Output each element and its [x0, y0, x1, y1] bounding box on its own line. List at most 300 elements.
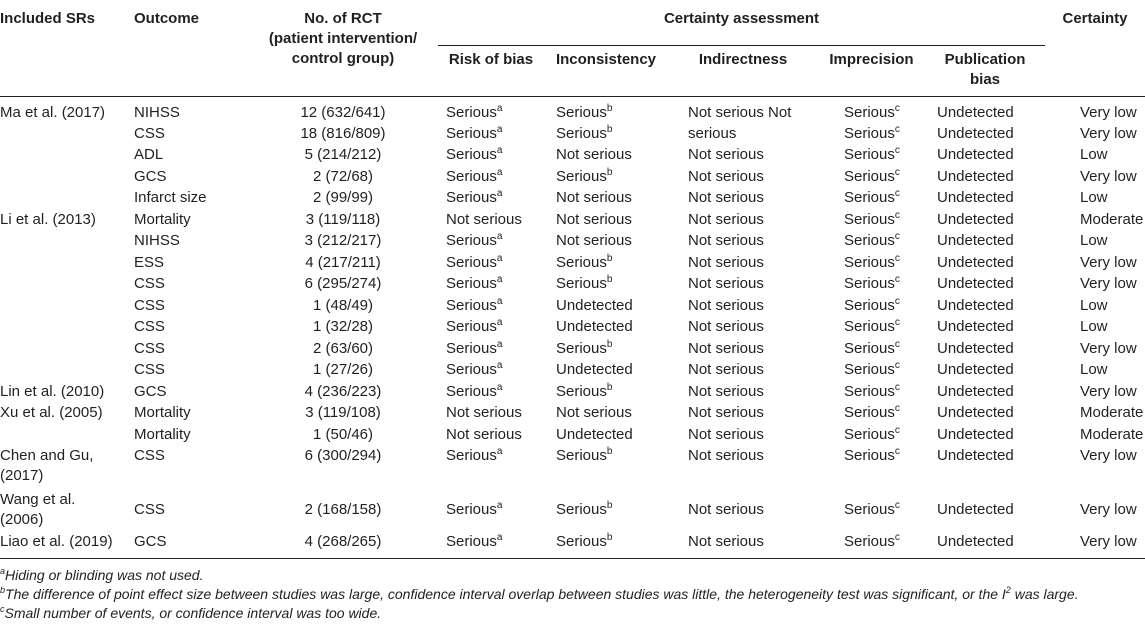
cell-certainty-text: Low: [1080, 296, 1108, 314]
cell-inconsistency-text: Not serious: [556, 146, 632, 164]
footnote-marker: c: [894, 103, 900, 114]
cell-imprecision: [818, 403, 925, 425]
cell-inconsistency-text: Not serious: [556, 232, 632, 250]
cell-indirectness: [668, 360, 818, 382]
footnote-inner-superscript: 2: [1005, 585, 1011, 595]
cell-no-of-rct-text: 3 (212/217): [304, 232, 382, 250]
cell-indirectness: [668, 97, 818, 124]
cell-included-sr: [0, 123, 134, 145]
cell-imprecision: [818, 123, 925, 145]
cell-outcome: [134, 360, 248, 382]
cell-no-of-rct-text: 3 (119/118): [305, 210, 381, 228]
cell-no-of-rct: [248, 295, 438, 317]
cell-outcome-text: CSS: [134, 339, 165, 357]
cell-no-of-rct: [248, 252, 438, 274]
footnote-marker: c: [894, 274, 900, 286]
col-header-included-srs: Included SRs: [0, 10, 96, 27]
cell-certainty: [1045, 424, 1145, 446]
cell-publication-bias-text: Undetected: [937, 189, 1014, 207]
cell-included-sr: [0, 317, 134, 339]
cell-no-of-rct: [248, 424, 438, 446]
cell-publication-bias-text: Undetected: [937, 425, 1014, 443]
cell-imprecision-text: Serious: [844, 361, 895, 379]
cell-inconsistency: [544, 381, 668, 403]
cell-indirectness: [668, 424, 818, 446]
footnote-marker: a: [496, 123, 503, 135]
cell-imprecision: [818, 424, 925, 446]
table-row: [0, 338, 1145, 360]
table-row: [0, 231, 1145, 253]
cell-risk-of-bias-text: Serious: [446, 189, 497, 207]
table-body: [0, 97, 1145, 558]
col-header-certainty: Certainty: [1062, 10, 1128, 27]
cell-risk-of-bias: [438, 145, 544, 167]
cell-certainty: [1045, 489, 1145, 532]
cell-publication-bias-text: Undetected: [937, 253, 1014, 271]
cell-outcome: [134, 97, 248, 124]
cell-included-sr: [0, 295, 134, 317]
cell-imprecision: [818, 231, 925, 253]
table-row: [0, 295, 1145, 317]
cell-outcome: [134, 381, 248, 403]
cell-risk-of-bias: [438, 338, 544, 360]
cell-outcome-text: Infarct size: [134, 189, 207, 207]
cell-publication-bias-text: Undetected: [937, 296, 1014, 314]
footnote-marker: c: [894, 445, 900, 457]
cell-imprecision: [818, 97, 925, 124]
footnote-marker: c: [894, 123, 900, 135]
cell-no-of-rct: [248, 231, 438, 253]
footnote-marker: a: [496, 103, 503, 114]
no-of-rct-line-2: (patient intervention/: [268, 30, 418, 47]
cell-certainty-text: Low: [1080, 232, 1108, 250]
cell-outcome-text: CSS: [134, 275, 165, 293]
cell-indirectness-text: Not serious: [688, 146, 764, 164]
cell-risk-of-bias: [438, 360, 544, 382]
cell-inconsistency-text: Serious: [556, 339, 607, 357]
cell-inconsistency-text: Serious: [556, 382, 607, 400]
cell-indirectness: [668, 295, 818, 317]
cell-inconsistency: [544, 295, 668, 317]
cell-imprecision-text: Serious: [844, 501, 895, 518]
cell-certainty: [1045, 403, 1145, 425]
cell-risk-of-bias: [438, 317, 544, 339]
cell-risk-of-bias-text: Serious: [446, 146, 497, 164]
cell-indirectness-text: Not serious: [688, 253, 764, 271]
cell-indirectness-text: Not serious: [688, 210, 764, 228]
cell-included-sr-line-1: Wang et al.: [0, 491, 76, 508]
table-row: [0, 489, 1145, 532]
col-header-inconsistency: Inconsistency: [544, 46, 668, 97]
cell-no-of-rct: [248, 209, 438, 231]
cell-imprecision-text: Serious: [844, 167, 895, 185]
cell-outcome-text: GCS: [134, 167, 167, 185]
cell-indirectness-text: Not serious: [688, 189, 764, 207]
cell-included-sr: [0, 489, 134, 532]
cell-inconsistency: [544, 188, 668, 210]
cell-imprecision: [818, 295, 925, 317]
cell-certainty: [1045, 446, 1145, 489]
cell-inconsistency-text: Undetected: [556, 425, 633, 443]
cell-inconsistency: [544, 317, 668, 339]
cell-no-of-rct-text: 4 (236/223): [304, 382, 382, 400]
cell-inconsistency: [544, 489, 668, 532]
cell-certainty-text: Very low: [1080, 339, 1137, 357]
footnote-marker: a: [496, 252, 503, 264]
cell-no-of-rct: [248, 403, 438, 425]
cell-indirectness: [668, 381, 818, 403]
cell-risk-of-bias: [438, 424, 544, 446]
table-row: [0, 97, 1145, 124]
footnote-marker: a: [496, 188, 503, 200]
footnote-mark: c: [0, 604, 5, 614]
cell-risk-of-bias: [438, 489, 544, 532]
cell-publication-bias-text: Undetected: [937, 124, 1014, 142]
cell-imprecision-text: Serious: [844, 275, 895, 293]
cell-publication-bias-text: Undetected: [937, 275, 1014, 293]
cell-publication-bias-text: Undetected: [937, 361, 1014, 379]
cell-outcome: [134, 424, 248, 446]
cell-imprecision: [818, 338, 925, 360]
cell-included-sr: [0, 424, 134, 446]
footnote-marker: a: [496, 338, 503, 350]
cell-inconsistency: [544, 360, 668, 382]
footnote-marker: a: [496, 231, 503, 243]
cell-no-of-rct-text: 2 (72/68): [312, 167, 374, 185]
cell-no-of-rct: [248, 97, 438, 124]
cell-certainty: [1045, 274, 1145, 296]
cell-risk-of-bias-text: Serious: [446, 104, 497, 121]
cell-risk-of-bias: [438, 166, 544, 188]
cell-indirectness: [668, 209, 818, 231]
cell-imprecision: [818, 446, 925, 489]
no-of-rct-line-1: No. of RCT: [304, 10, 382, 27]
cell-certainty-text: Low: [1080, 318, 1108, 336]
cell-imprecision: [818, 209, 925, 231]
cell-imprecision: [818, 274, 925, 296]
cell-inconsistency-text: Undetected: [556, 318, 633, 336]
certainty-assessment-label: Certainty assessment: [663, 10, 820, 27]
cell-certainty: [1045, 381, 1145, 403]
cell-imprecision-text: Serious: [844, 446, 895, 464]
cell-included-sr-line-1: Chen and Gu,: [0, 446, 94, 464]
cell-certainty: [1045, 145, 1145, 167]
cell-indirectness: [668, 403, 818, 425]
cell-publication-bias: [925, 145, 1045, 167]
cell-imprecision-text: Serious: [844, 146, 895, 164]
table-row: [0, 446, 1145, 489]
cell-inconsistency-text: Not serious: [556, 210, 632, 228]
footnote-marker: c: [894, 381, 900, 393]
cell-indirectness-text: Not serious: [688, 275, 764, 293]
cell-imprecision-text: Serious: [844, 104, 895, 121]
footnote-marker: a: [496, 166, 503, 178]
cell-outcome: [134, 123, 248, 145]
cell-certainty: [1045, 166, 1145, 188]
cell-inconsistency-text: Serious: [556, 124, 607, 142]
cell-publication-bias: [925, 381, 1045, 403]
cell-certainty: [1045, 360, 1145, 382]
footnote-a: [0, 566, 1079, 585]
footnote-b: [0, 585, 1079, 604]
cell-outcome: [134, 209, 248, 231]
cell-risk-of-bias: [438, 188, 544, 210]
footnote-marker: c: [894, 252, 900, 264]
cell-indirectness-text: Not serious: [688, 501, 764, 518]
cell-no-of-rct-text: 6 (300/294): [304, 446, 382, 464]
cell-publication-bias: [925, 317, 1045, 339]
cell-indirectness: [668, 489, 818, 532]
table-bottom-rule: [0, 558, 1145, 559]
cell-imprecision-text: Serious: [844, 425, 895, 443]
cell-certainty-text: Low: [1080, 189, 1108, 207]
cell-publication-bias-text: Undetected: [937, 404, 1014, 422]
cell-outcome-text: Mortality: [134, 210, 191, 228]
no-of-rct-line-3: control group): [291, 50, 395, 67]
cell-imprecision-text: Serious: [844, 296, 895, 314]
cell-outcome-text: GCS: [134, 382, 167, 400]
cell-no-of-rct: [248, 532, 438, 558]
cell-certainty-text: Very low: [1080, 104, 1137, 121]
cell-imprecision: [818, 317, 925, 339]
footnote-marker: a: [496, 317, 503, 329]
publication-bias-line-2: bias: [969, 71, 1000, 88]
cell-indirectness: [668, 166, 818, 188]
cell-publication-bias-text: Undetected: [937, 104, 1014, 121]
footnote-marker: c: [894, 360, 900, 372]
cell-outcome-text: NIHSS: [134, 232, 180, 250]
footnote-marker: b: [606, 338, 613, 350]
cell-outcome: [134, 489, 248, 532]
cell-outcome: [134, 145, 248, 167]
cell-included-sr: [0, 532, 134, 558]
cell-certainty: [1045, 188, 1145, 210]
cell-indirectness-text: Not serious: [688, 361, 764, 379]
cell-certainty-text: Very low: [1080, 532, 1137, 550]
cell-certainty-text: Moderate: [1080, 210, 1144, 228]
cell-no-of-rct-text: 12 (632/641): [300, 104, 386, 121]
cell-publication-bias: [925, 424, 1045, 446]
footnote-marker: c: [894, 317, 900, 329]
cell-inconsistency-text: Serious: [556, 446, 607, 464]
cell-inconsistency-text: Serious: [556, 532, 607, 550]
cell-indirectness: [668, 145, 818, 167]
col-header-publication-bias: [925, 46, 1045, 97]
cell-outcome-text: Mortality: [134, 425, 191, 443]
cell-certainty: [1045, 231, 1145, 253]
cell-indirectness: [668, 338, 818, 360]
cell-inconsistency: [544, 403, 668, 425]
cell-included-sr-line-2: (2017): [0, 466, 44, 484]
cell-publication-bias: [925, 338, 1045, 360]
publication-bias-line-1: Publication: [944, 51, 1026, 68]
cell-risk-of-bias-text: Not serious: [446, 210, 522, 228]
cell-no-of-rct: [248, 145, 438, 167]
cell-imprecision: [818, 381, 925, 403]
cell-risk-of-bias-text: Serious: [446, 167, 497, 185]
cell-indirectness-text: Not serious: [688, 404, 764, 422]
cell-publication-bias: [925, 295, 1045, 317]
cell-inconsistency: [544, 446, 668, 489]
cell-risk-of-bias-text: Serious: [446, 318, 497, 336]
col-header-outcome: Outcome: [134, 10, 200, 27]
table-row: [0, 317, 1145, 339]
cell-outcome-text: ADL: [134, 146, 164, 164]
col-header-no-of-rct: [248, 3, 438, 96]
table-row: [0, 274, 1145, 296]
cell-inconsistency-text: Undetected: [556, 361, 633, 379]
cell-included-sr: [0, 252, 134, 274]
cell-no-of-rct: [248, 446, 438, 489]
cell-risk-of-bias-text: Serious: [446, 446, 497, 464]
table-row: [0, 381, 1145, 403]
cell-publication-bias: [925, 97, 1045, 124]
cell-certainty: [1045, 97, 1145, 124]
cell-no-of-rct: [248, 317, 438, 339]
cell-included-sr: [0, 145, 134, 167]
footnote-text: The difference of point effect size between studies was large, confidence interval overlap between studies was little, the heterogeneity test was significant, or the I: [5, 586, 1006, 602]
footnote-marker: b: [606, 445, 613, 457]
cell-included-sr-text: Lin et al. (2010): [0, 382, 105, 400]
header-row-top: [0, 3, 1145, 46]
col-header-indirectness: Indirectness: [668, 46, 818, 97]
cell-imprecision: [818, 532, 925, 558]
cell-risk-of-bias-text: Serious: [446, 253, 497, 271]
cell-no-of-rct: [248, 123, 438, 145]
cell-included-sr: [0, 166, 134, 188]
cell-imprecision: [818, 145, 925, 167]
table-row: [0, 532, 1145, 558]
cell-no-of-rct-text: 1 (50/46): [312, 425, 374, 443]
cell-inconsistency: [544, 338, 668, 360]
table-row: [0, 123, 1145, 145]
footnotes: [0, 566, 1079, 623]
cell-publication-bias-text: Undetected: [937, 167, 1014, 185]
table-row: [0, 360, 1145, 382]
cell-imprecision-text: Serious: [844, 232, 895, 250]
footnote-marker: a: [496, 500, 503, 511]
cell-indirectness-text: Not serious: [688, 532, 764, 550]
cell-included-sr: [0, 188, 134, 210]
cell-no-of-rct: [248, 274, 438, 296]
footnote-marker: b: [606, 123, 613, 135]
footnote-text: Hiding or blinding was not used.: [5, 567, 204, 583]
cell-risk-of-bias-text: Not serious: [446, 404, 522, 422]
cell-outcome-text: ESS: [134, 253, 165, 271]
cell-imprecision-text: Serious: [844, 124, 895, 142]
cell-no-of-rct-text: 2 (99/99): [312, 189, 374, 207]
cell-risk-of-bias-text: Serious: [446, 275, 497, 293]
cell-no-of-rct: [248, 489, 438, 532]
cell-imprecision: [818, 489, 925, 532]
cell-included-sr: [0, 446, 134, 489]
cell-indirectness-text: Not serious: [688, 232, 764, 250]
footnote-marker: a: [496, 274, 503, 286]
cell-inconsistency: [544, 252, 668, 274]
cell-risk-of-bias-text: Serious: [446, 339, 497, 357]
cell-no-of-rct: [248, 360, 438, 382]
cell-risk-of-bias: [438, 532, 544, 558]
table-row: [0, 403, 1145, 425]
cell-outcome: [134, 532, 248, 558]
cell-indirectness: [668, 231, 818, 253]
cell-risk-of-bias: [438, 381, 544, 403]
cell-no-of-rct: [248, 188, 438, 210]
footnote-marker: c: [894, 500, 900, 511]
cell-risk-of-bias-text: Serious: [446, 124, 497, 142]
cell-publication-bias-text: Undetected: [937, 232, 1014, 250]
cell-publication-bias: [925, 188, 1045, 210]
cell-outcome: [134, 295, 248, 317]
cell-included-sr-text: Xu et al. (2005): [0, 404, 103, 422]
cell-indirectness: [668, 532, 818, 558]
table-row: [0, 252, 1145, 274]
cell-indirectness-text: Not serious Not: [688, 104, 792, 121]
col-header-certainty-assessment: [438, 3, 1045, 46]
cell-outcome-text: GCS: [134, 532, 167, 550]
cell-publication-bias-text: Undetected: [937, 318, 1014, 336]
cell-outcome: [134, 403, 248, 425]
cell-outcome-text: Mortality: [134, 404, 191, 422]
cell-inconsistency-text: Not serious: [556, 189, 632, 207]
cell-risk-of-bias-text: Serious: [446, 232, 497, 250]
cell-certainty-text: Low: [1080, 361, 1108, 379]
cell-indirectness: [668, 188, 818, 210]
cell-publication-bias: [925, 209, 1045, 231]
footnote-text: Small number of events, or confidence interval was too wide.: [4, 605, 382, 621]
cell-risk-of-bias: [438, 446, 544, 489]
footnote-marker: c: [894, 145, 900, 157]
cell-indirectness: [668, 123, 818, 145]
cell-inconsistency-text: Serious: [556, 104, 607, 121]
table-row: [0, 209, 1145, 231]
cell-risk-of-bias: [438, 209, 544, 231]
cell-imprecision-text: Serious: [844, 532, 895, 550]
footnote-mark: b: [0, 585, 6, 595]
cell-inconsistency-text: Serious: [556, 253, 607, 271]
cell-imprecision-text: Serious: [844, 339, 895, 357]
cell-inconsistency-text: Undetected: [556, 296, 633, 314]
cell-outcome-text: CSS: [134, 501, 165, 518]
cell-publication-bias-text: Undetected: [937, 146, 1014, 164]
cell-inconsistency: [544, 145, 668, 167]
cell-imprecision: [818, 188, 925, 210]
footnote-marker: c: [894, 424, 900, 436]
cell-certainty: [1045, 338, 1145, 360]
cell-publication-bias-text: Undetected: [937, 210, 1014, 228]
cell-indirectness: [668, 252, 818, 274]
cell-certainty: [1045, 209, 1145, 231]
cell-publication-bias-text: Undetected: [937, 446, 1014, 464]
cell-imprecision-text: Serious: [844, 404, 895, 422]
cell-included-sr: [0, 209, 134, 231]
cell-risk-of-bias-text: Serious: [446, 532, 497, 550]
footnote-marker: b: [606, 166, 613, 178]
cell-no-of-rct-text: 18 (816/809): [300, 124, 386, 142]
cell-publication-bias: [925, 231, 1045, 253]
cell-outcome: [134, 446, 248, 489]
cell-outcome-text: NIHSS: [134, 104, 180, 121]
cell-certainty-text: Very low: [1080, 275, 1137, 293]
cell-certainty-text: Moderate: [1080, 425, 1144, 443]
cell-publication-bias: [925, 123, 1045, 145]
table-row: [0, 424, 1145, 446]
cell-no-of-rct-text: 2 (168/158): [304, 501, 382, 518]
cell-inconsistency: [544, 231, 668, 253]
cell-imprecision: [818, 166, 925, 188]
cell-certainty-text: Very low: [1080, 382, 1137, 400]
cell-certainty: [1045, 532, 1145, 558]
